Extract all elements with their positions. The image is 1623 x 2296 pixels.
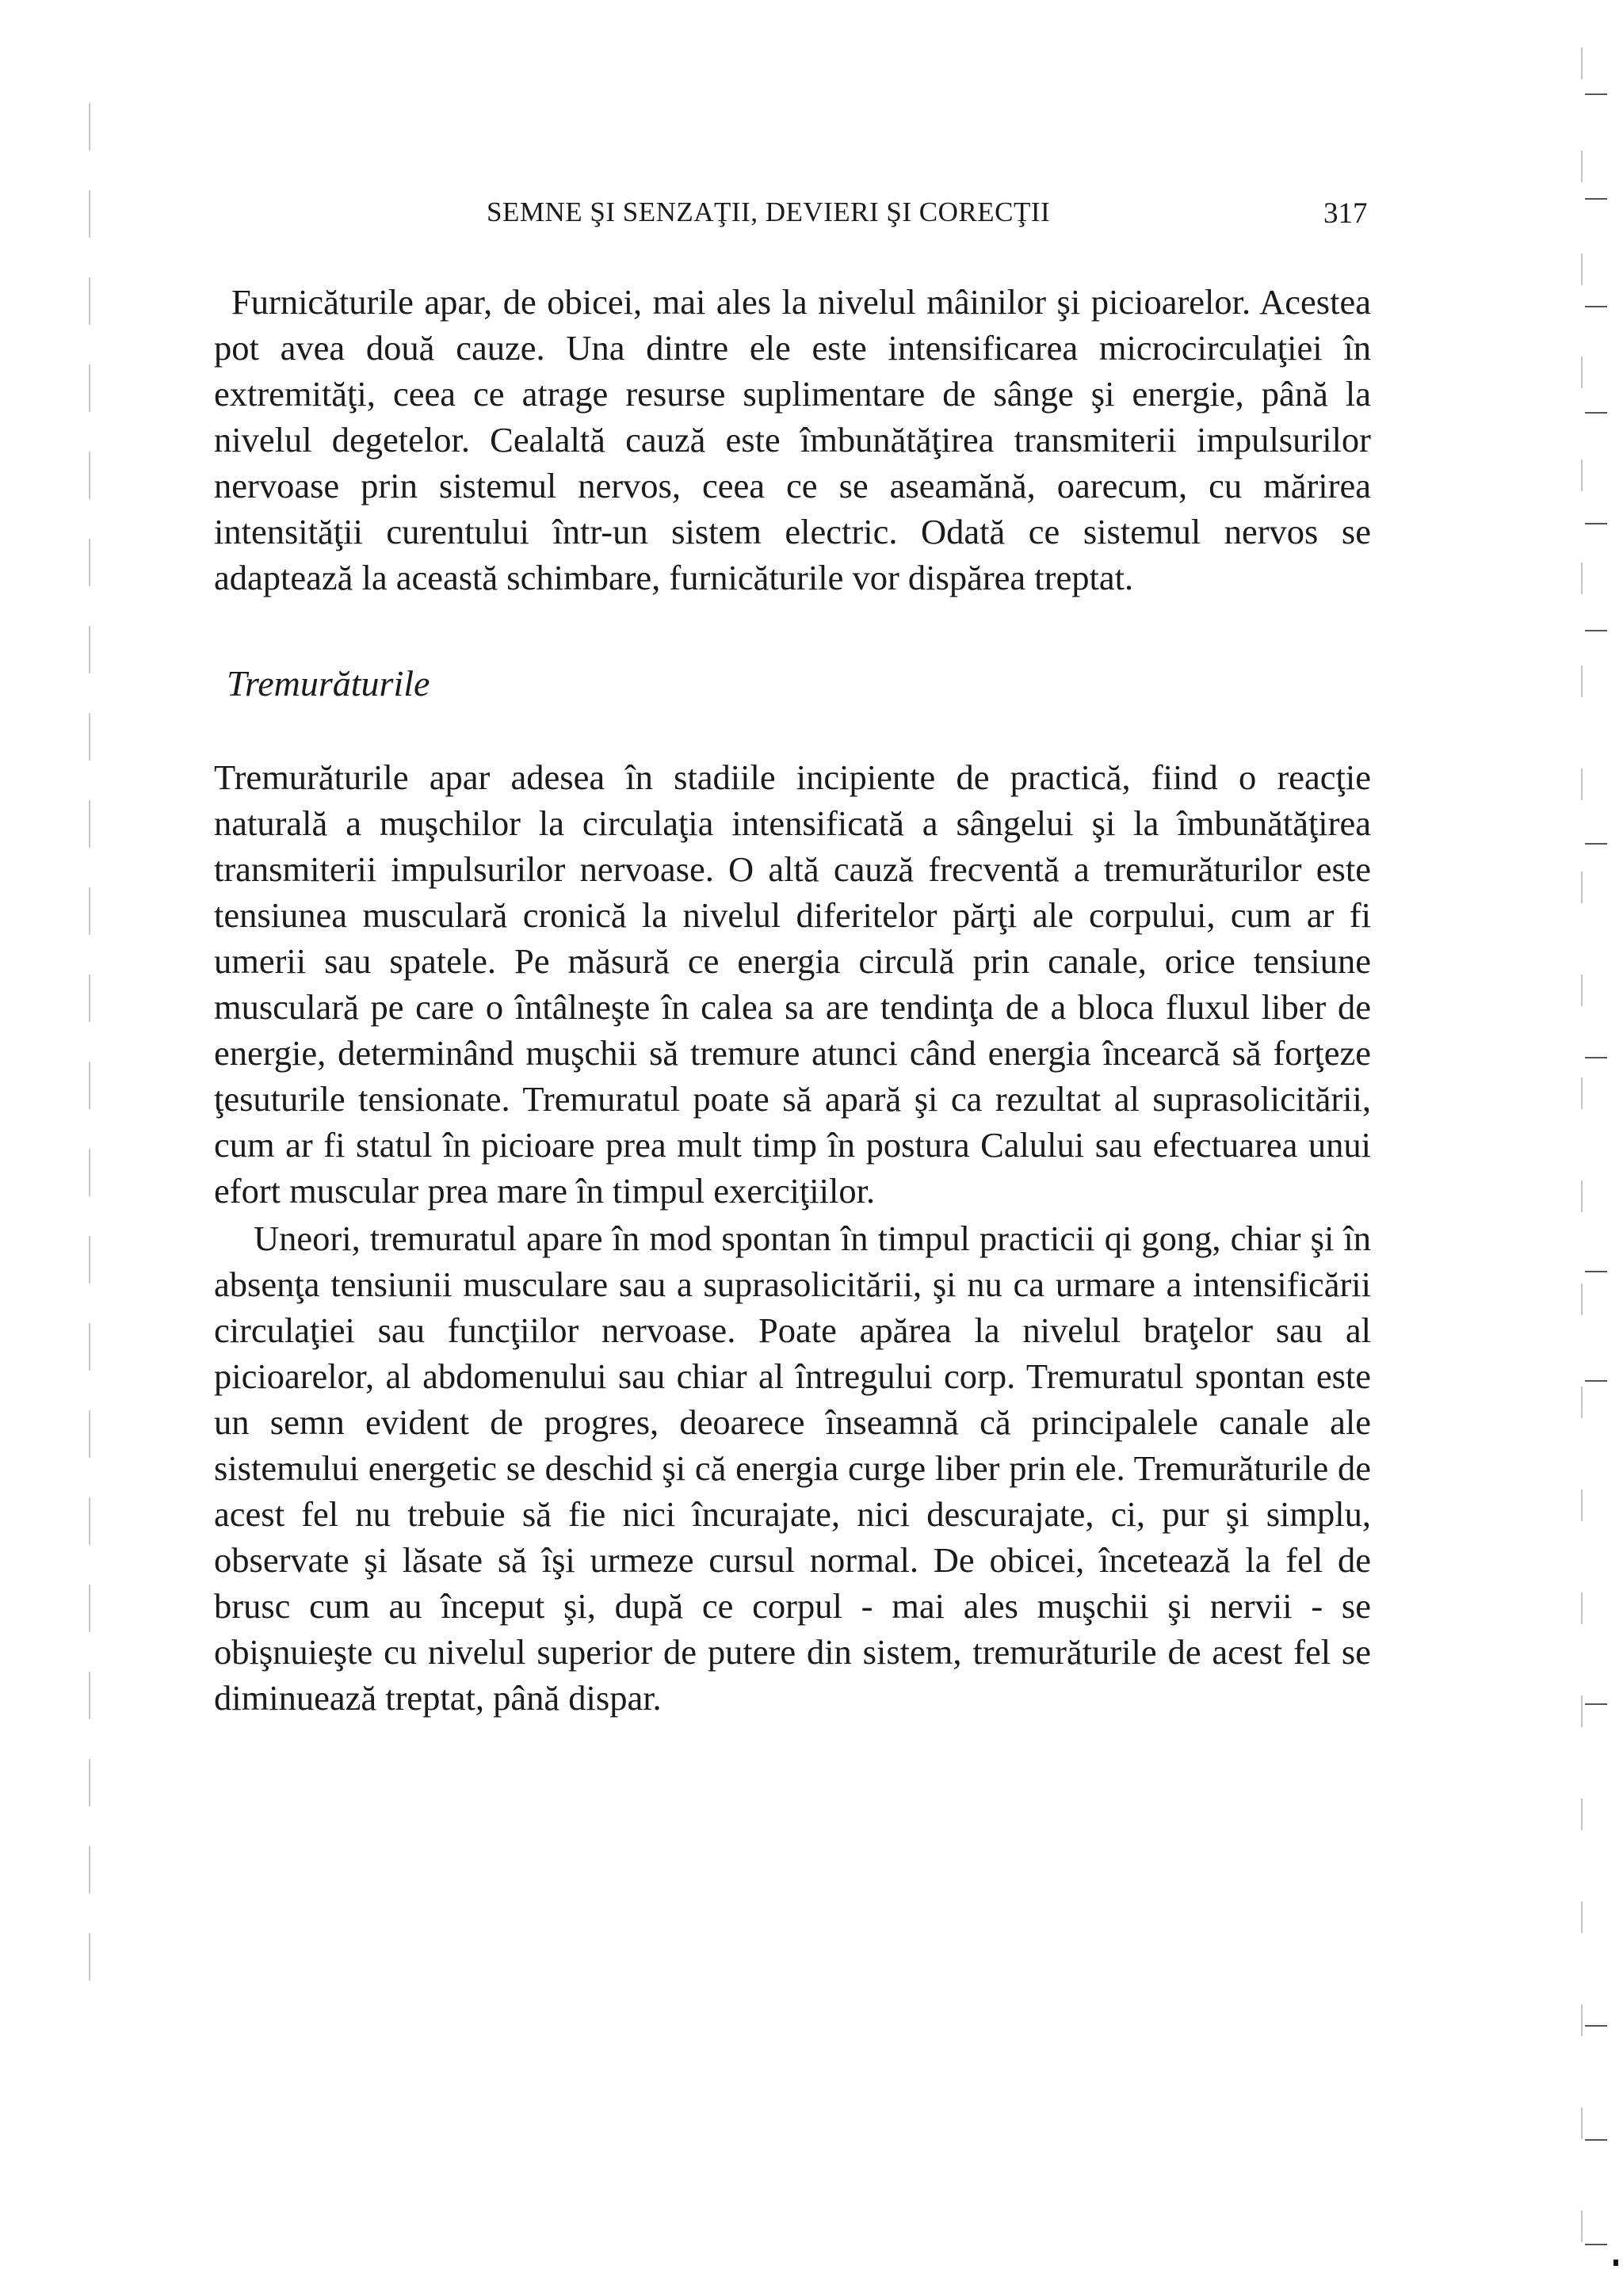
scan-tick-mark xyxy=(1585,198,1607,200)
paragraph-furnicaturi: Furnicăturile apar, de obicei, mai ales la nivelul mâinilor şi picioarelor. Acestea pot avea două cauze. Una dintre ele este intensificarea microcirculaţiei în extremităţi, ceea ce atrage resurse suplimentare de sânge şi energie, până la nivelul degetelor. Cealaltă cauză este îmbunătăţirea transmiterii impulsurilor nervoase prin sistemul nervos, ceea ce se aseamănă, oarecum, cu mărirea intensităţii curentului într-un sistem electric. Odată ce sistemul nervos se adaptează la această schimbare, furnicăturile vor dispărea treptat. xyxy=(214,282,1371,597)
scan-tick-mark xyxy=(1585,93,1607,95)
running-head xyxy=(214,196,1371,244)
section-heading: Tremurăturile xyxy=(227,663,430,704)
scan-tick-mark xyxy=(1585,412,1607,414)
page-number: 317 xyxy=(1323,197,1368,230)
scan-dot xyxy=(1613,2260,1618,2266)
scan-edge-right xyxy=(1581,48,1583,2266)
scan-tick-mark xyxy=(1585,1057,1607,1058)
scan-tick-mark xyxy=(1585,1271,1607,1272)
scan-tick-mark xyxy=(1585,2025,1607,2027)
scan-tick-mark xyxy=(1585,630,1607,631)
scan-tick-mark xyxy=(1585,306,1607,307)
scan-tick-mark xyxy=(1585,2244,1607,2245)
scan-tick-mark xyxy=(1585,1380,1607,1382)
paragraph-tremuraturi-cauze: Tremurăturile apar adesea în stadiile incipiente de practică, fiind o reacţie naturală a muşchilor la circulaţia intensificată a sângelui şi la îmbunătăţirea transmiterii impulsurilor nervoase. O altă cauză frecventă a tremurăturilor este tensiunea musculară cronică la nivelul diferitelor părţi ale corpului, cum ar fi umerii sau spatele. Pe măsură ce energia circulă prin canale, orice tensiune musculară pe care o întâlneşte în calea sa are tendinţa de a bloca fluxul liber de energie, determinând muşchii să tremure atunci când energia încearcă să forţeze ţesuturile tensionate. Tremuratul poate să apară şi ca rezultat al suprasolicitării, cum ar fi statul în picioare prea mult timp în postura Calului sau efectuarea unui efort muscular prea mare în timpul exerciţiilor. xyxy=(214,757,1371,1211)
running-title: SEMNE ŞI SENZAŢII, DEVIERI ŞI CORECŢII xyxy=(487,196,1051,227)
scan-tick-mark xyxy=(1585,843,1607,845)
scan-tick-mark xyxy=(1585,523,1607,524)
book-page xyxy=(214,196,1371,1721)
scan-edge-left xyxy=(89,103,90,2004)
scan-tick-mark xyxy=(1585,2139,1607,2141)
scan-tick-mark xyxy=(1585,1703,1607,1705)
paragraph-tremurat-spontan: Uneori, tremuratul apare în mod spontan în timpul practicii qi gong, chiar şi în absenţa tensiunii musculare sau a suprasolicitării, şi nu ca urmare a intensificării circulaţiei sau funcţiilor nervoase. Poate apărea la nivelul braţelor sau al picioarelor, al abdomenului sau chiar al întregului corp. Tremuratul spontan este un semn evident de progres, deoarece înseamnă că principalele canale ale sistemului energetic se deschid şi că energia curge liber prin ele. Tremurăturile de acest fel nu trebuie să fie nici încurajate, nici descurajate, ci, pur şi simplu, observate şi lăsate să îşi urmeze cursul normal. De obicei, încetează la fel de brusc cum au început şi, după ce corpul - mai ales muşchii şi nervii - se obişnuieşte cu nivelul superior de putere din sistem, tremurăturile de acest fel se diminuează treptat, până dispar. xyxy=(214,1219,1371,1718)
